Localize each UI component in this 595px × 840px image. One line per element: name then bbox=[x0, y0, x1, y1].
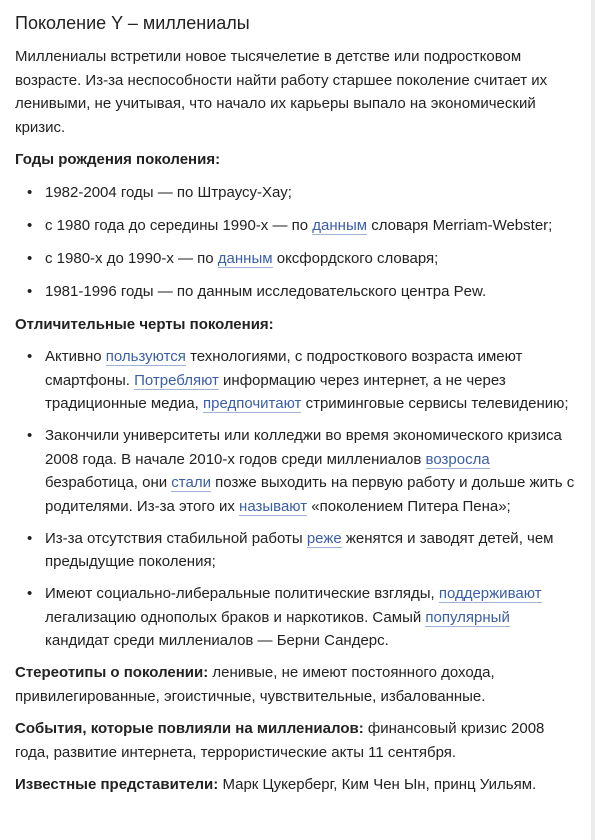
list-item: • Закончили университеты или колледжи во время экономического кризиса 2008 года. В начале 2010-х годов среди миллениалов возросла безработица, они стали позже выходить на первую работу и дольше жить с родителями. Из-за этого их называют «поколением Питера Пена»; bbox=[15, 424, 577, 518]
bullet-icon: • bbox=[27, 427, 33, 444]
events-paragraph: События, которые повлияли на миллениалов: финансовый кризис 2008 года, развитие интернета, террористические акты 11 сентября. bbox=[15, 720, 545, 761]
link-vozrosla[interactable]: возросла bbox=[425, 450, 490, 468]
stereotypes-paragraph: Стереотипы о поколении: ленивые, не имеют постоянного дохода, привилегированные, эгоистичные, чувствительные, избалованные. bbox=[15, 664, 495, 705]
list-item: • 1981-1996 годы — по данным исследовательского центра Pew. bbox=[15, 280, 577, 304]
birth-years-list bbox=[15, 181, 577, 304]
bullet-icon: • bbox=[27, 348, 33, 365]
traits-list bbox=[15, 345, 577, 653]
bullet-icon: • bbox=[27, 282, 33, 300]
link-oxford[interactable]: данным bbox=[217, 249, 273, 267]
events-label: События, которые повлияли на миллениалов: bbox=[15, 720, 364, 737]
list-item: • Имеют социально-либеральные политические взгляды, поддерживают легализацию однополых браков и наркотиков. Самый популярный кандидат среди миллениалов — Берни Сандерс. bbox=[15, 582, 577, 653]
link-rezhe[interactable]: реже bbox=[306, 529, 342, 547]
link-nazyvayut[interactable]: называют bbox=[239, 497, 308, 515]
link-polzuyutsya[interactable]: пользуются bbox=[105, 348, 186, 365]
list-item: • Из-за отсутствия стабильной работы реже женятся и заводят детей, чем предыдущие поколения; bbox=[15, 527, 577, 574]
stereotypes-label: Стереотипы о поколении: bbox=[15, 664, 209, 681]
intro-paragraph: Миллениалы встретили новое тысячелетие в детстве или подростковом возрасте. Из-за неспособности найти работу старшее поколение считает их ленивыми, не учитывая, что начало их карьеры выпало на экономический кризис. bbox=[15, 48, 548, 136]
bullet-icon: • bbox=[27, 529, 33, 547]
people-label: Известные представители: bbox=[15, 776, 219, 793]
birth-years-heading: Годы рождения поколения: bbox=[15, 151, 221, 168]
list-item: • с 1980 года до середины 1990-х — по данным словаря Merriam-Webster; bbox=[15, 214, 577, 238]
bullet-icon: • bbox=[27, 585, 33, 602]
people-paragraph: Известные представители: Марк Цукерберг, Ким Чен Ын, принц Уильям. bbox=[15, 776, 537, 793]
traits-heading: Отличительные черты поколения: bbox=[15, 315, 274, 333]
link-podderzhivayut[interactable]: поддерживают bbox=[438, 585, 542, 602]
link-potreblyayut[interactable]: Потребляют bbox=[134, 371, 219, 389]
bullet-icon: • bbox=[27, 216, 33, 234]
page-title: Поколение Y – миллениалы bbox=[15, 13, 250, 33]
page-edge bbox=[591, 0, 595, 840]
bullet-icon: • bbox=[27, 249, 33, 267]
bullet-icon: • bbox=[27, 183, 33, 201]
list-item: • Активно пользуются технологиями, с подросткового возраста имеют смартфоны. Потребляют информацию через интернет, а не через традиционные медиа, предпочитают стриминговые сервисы телевидению; bbox=[15, 345, 577, 416]
list-item: • 1982-2004 годы — по Штраусу-Хау; bbox=[15, 181, 577, 205]
link-stali[interactable]: стали bbox=[171, 474, 211, 491]
link-predpochitayut[interactable]: предпочитают bbox=[203, 395, 302, 412]
link-merriam-webster[interactable]: данным bbox=[312, 216, 368, 234]
link-populyarny[interactable]: популярный bbox=[425, 608, 510, 626]
list-item: • с 1980-х до 1990-х — по данным оксфордского словаря; bbox=[15, 247, 577, 271]
